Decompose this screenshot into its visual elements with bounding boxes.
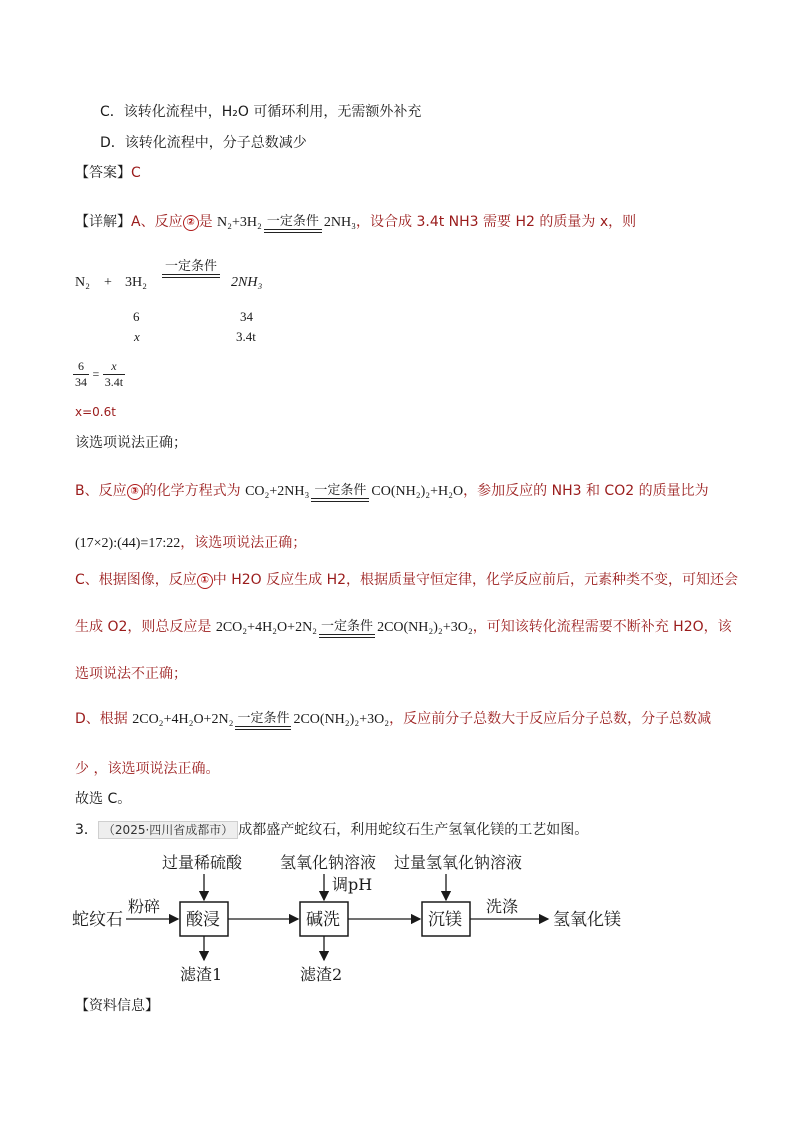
label-input3: 过量氢氧化钠溶液: [394, 853, 523, 872]
detail-a-is: 是: [198, 214, 213, 230]
calc-3-4t: 3.4t: [236, 329, 256, 344]
label-residue2: 滤渣2: [300, 965, 343, 984]
answer-line: [75, 163, 141, 183]
eq4-left: 2CO₂+4H₂O+2N₂: [132, 712, 234, 727]
q3-line: 3． （2025·四川省成都市） 成都盛产蛇纹石，利用蛇纹石生产氢氧化镁的工艺如图。: [75, 822, 589, 838]
eq2-right: CO(NH₂)₂+H₂O: [371, 484, 464, 499]
choose-line: 故选 C。: [75, 791, 132, 807]
detail-a-suffix: ，设合成 3.4t NH3 需要 H2 的质量为 x，则: [356, 214, 637, 230]
detail-c-line3: 选项说法不正确；: [75, 666, 187, 682]
label-box2: 碱洗: [306, 910, 340, 930]
circle-3-icon: ③: [127, 484, 143, 500]
eq1-right: 2NH₃: [323, 215, 357, 230]
result: x=0.6t: [75, 405, 116, 419]
calc-eq-n2: N₂: [75, 275, 90, 290]
detail-label: 【详解】: [75, 214, 131, 230]
eq3-right: 2CO(NH₂)₂+3O₂: [377, 620, 473, 635]
process-flow-diagram: [72, 848, 692, 998]
eq2-condition: 一定条件: [311, 484, 369, 502]
calc-eq-3h2: 3H₂: [125, 275, 147, 290]
calc-eq-2nh3: 2NH₃: [231, 275, 263, 290]
label-crush: 粉碎: [128, 897, 161, 916]
label-raw: 蛇纹石: [72, 910, 123, 930]
circle-1-icon: ①: [197, 573, 213, 589]
calc-34: 34: [240, 309, 253, 324]
correct-a: 该选项说法正确；: [75, 435, 187, 451]
detail-c-line2: 生成 O2，则总反应是 2CO₂+4H₂O+2N₂ 一定条件 2CO(NH₂)₂+3O₂，可知该转化流程需要不断补充 H2O，该: [75, 617, 732, 638]
proportion: $\frac{6}{34}$ = $\frac{x}{3.4t}$: [75, 359, 124, 390]
info-label: 【资料信息】: [75, 998, 159, 1014]
answer-value: C: [131, 165, 141, 181]
label-input1: 过量稀硫酸: [162, 853, 243, 872]
label-input2b: 调pH: [332, 875, 373, 894]
eq3-left: 2CO₂+4H₂O+2N₂: [215, 620, 318, 635]
calc-6: 6: [133, 309, 140, 324]
frac1-num: 6: [78, 359, 84, 374]
label-product: 氢氧化镁: [553, 910, 621, 930]
frac2-num: x: [111, 359, 117, 374]
eq4-condition: 一定条件: [235, 712, 291, 730]
eq3-condition: 一定条件: [319, 620, 375, 638]
label-residue1: 滤渣1: [180, 965, 223, 984]
eq4-right: 2CO(NH₂)₂+3O₂: [293, 712, 390, 727]
label-box3: 沉镁: [428, 910, 462, 930]
answer-label: 【答案】: [75, 165, 131, 181]
calc-x: x: [134, 329, 140, 344]
detail-a-line: [75, 212, 636, 233]
circle-2-icon: ②: [183, 215, 199, 231]
frac1-den: 34: [75, 375, 87, 390]
detail-d-line: D、根据 2CO₂+4H₂O+2N₂ 一定条件 2CO(NH₂)₂+3O₂，反应前分子总数大于反应后分子总数，分子总数减: [75, 709, 711, 730]
calc-eq-plus: +: [104, 275, 112, 290]
detail-c-line1: C、根据图像，反应 ① 中 H2O 反应生成 H2，根据质量守恒定律，化学反应前后，元素种类不变，可知还会: [75, 572, 739, 588]
eq1-left: N₂+3H₂: [217, 215, 262, 230]
ratio-line: (17×2):(44)=17:22，该选项说法正确；: [75, 535, 307, 551]
frac2-den: 3.4t: [104, 375, 124, 390]
label-input2: 氢氧化钠溶液: [280, 853, 377, 872]
eq1-condition: 一定条件: [264, 215, 322, 233]
calc-eq-condition: 一定条件: [160, 258, 222, 278]
option-d: D．该转化流程中，分子总数减少: [100, 135, 307, 151]
detail-b-line: B、反应 ③ 的化学方程式为 CO₂+2NH₃ 一定条件 CO(NH₂)₂+H₂O，参加反应的 NH3 和 CO2 的质量比为: [75, 481, 709, 502]
option-c: C．该转化流程中，H₂O 可循环利用，无需额外补充: [100, 104, 422, 120]
detail-a-prefix: A、反应: [131, 214, 183, 230]
q3-source-badge: （2025·四川省成都市）: [98, 821, 238, 839]
ratio-expr: (17×2):(44)=17:22: [75, 536, 181, 551]
label-wash: 洗涤: [486, 897, 519, 916]
eq2-left: CO₂+2NH₃: [245, 484, 310, 499]
detail-d-line2: 少 ，该选项说法正确。: [75, 761, 220, 777]
label-box1: 酸浸: [186, 910, 220, 930]
